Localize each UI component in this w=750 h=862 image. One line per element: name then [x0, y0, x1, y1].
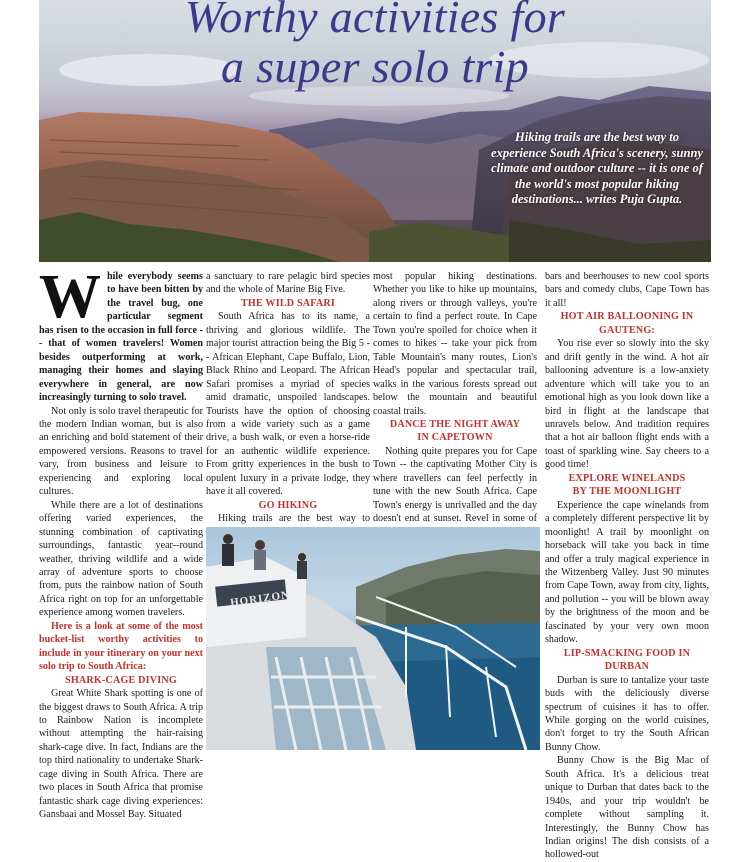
shark-cage-boat-photo [206, 527, 540, 750]
section-heading-safari: THE WILD SAFARI [240, 297, 336, 309]
heading-line: EXPLORE WINELANDS [568, 472, 686, 484]
body-paragraph: bars and beerhouses to new cool sports bars and comedy clubs, Cape Town has it all! [545, 271, 709, 309]
body-paragraph: most popular hiking destinations. Whether you like to hike up mountains, along rivers or through valleys, you're certain to find a perfect route. In Cape Town you're spoiled for choice when it comes to hikes -- take your pick from Table Mountain's many routes, Lion's Head's popular and spectacular trail, walks in the various forests spread out below the mountain and beautiful coastal trails. [373, 271, 537, 417]
heading-line: BY THE MOONLIGHT [572, 486, 682, 498]
boat-image [206, 527, 540, 750]
heading-line: DANCE THE NIGHT AWAY [389, 418, 521, 430]
body-paragraph: You rise ever so slowly into the sky and drift gently in the wind. A hot air ballooning adventure is a low-anxiety adventure which will take you to an emotional high as you look down like a bird in flight at the landscape that unravels below. And tradition requires that a hot air balloon flight ends with a toast of sparkling wine. Say cheers to a good time! [545, 338, 709, 471]
body-paragraph: Hiking trails are the best way to [218, 513, 370, 525]
article-column-1 [39, 263, 203, 821]
section-heading-hiking: GO HIKING [258, 499, 318, 511]
section-heading-dance [373, 418, 537, 445]
section-heading-winelands [545, 472, 709, 499]
body-paragraph: Not only is solo travel therapeutic for the modern Indian woman, but is also an enriching and bold statement of their empowered versions. Reasons to travel vary, from business and leisure to experiencing and exploring local cultures. [39, 405, 203, 498]
body-paragraph: Experience the cape winelands from a completely different perspective lit by moonlight! A trail by moonlight on horseback will take you back in time and offer a truly magical experience in the Witzenberg Valley. Just 90 minutes from Cape Town, away from city, lights, and pollution -- you will be blown away by the brightness of the moon and be fascinated by your very own moon shadow. [545, 499, 709, 646]
section-heading-balloon [545, 310, 709, 337]
lead-paragraph [39, 263, 203, 405]
article-column-4 [545, 270, 709, 861]
boat-sign: HORIZON [229, 588, 291, 610]
drop-cap: W [39, 263, 101, 331]
lead-text: hile everybody seems to have been bitten by the travel bug, one particular segment has risen to the occasion in full force -- that of women travelers! Women besides outperforming at work, managing their homes and slaying everywhere in general, are now increasingly turning to solo travel. [39, 271, 203, 404]
heading-line: HOT AIR BALLOONING IN [560, 311, 694, 323]
heading-line: IN CAPETOWN [417, 432, 493, 444]
section-heading-shark: SHARK-CAGE DIVING [65, 674, 177, 686]
section-heading-food: LIP-SMACKING FOOD IN DURBAN [563, 647, 691, 673]
article-title-line-2: a super solo trip [221, 41, 529, 92]
body-paragraph: Bunny Chow is the Big Mac of South Africa. It's a delicious treat unique to Durban that dates back to the 1940s, and your trip wouldn't be complete without sampling it. Interestingly, the Bunny Chow has Indian origins! The dish consists of a hollowed-out [545, 755, 709, 861]
body-paragraph: a sanctuary to rare pelagic bird species and the whole of Marine Big Five. [206, 271, 370, 296]
body-paragraph: Nothing quite prepares you for Cape Town -- the captivating Mother City is where travellers can feel perfectly in tune with the new South Africa. Cape Town's energy is unrivalled and the day doesn't end at sunset. Revel in some of [373, 445, 537, 525]
pull-quote: Hiking trails are the best way to experience South Africa's scenery, sunny climate and outdoor culture -- it is one of the world's most popular hiking destinations... writes Puja Gupta. [491, 130, 703, 207]
body-paragraph: While there are a lot of destinations offering varied experiences, the stunning combination of captivating surroundings, fantastic year--round weather, thriving wildlife and a wide array of adventure sports to choose from, puts the rainbow nation of South Africa right on top for an unforgettable experience among women travelers. [39, 499, 203, 619]
body-paragraph: South Africa has to its name, a thriving and glorious wildlife. The major tourist attraction being the Big 5 -- African Elephant, Cape Buffalo, Lion, Black Rhino and Leopard. The African Safari promises a myriad of species amid dramatic, unspoiled landscapes. Tourists have the option of choosing from a wide variety such as a game drive, a bush walk, or even a horse-ride for an authentic wildlife experience. From gritty experiences in the bush to opulent luxury in a private lodge, they have it all covered. [206, 311, 370, 498]
hero-photo [39, 0, 711, 262]
body-paragraph: Durban is sure to tantalize your taste buds with the deliciously diverse spectrum of cuisines it has to offer. While gorging on the world cuisines, don't forget to try the South African Bunny Chow. [545, 674, 709, 753]
heading-line: GAUTENG: [599, 324, 655, 336]
body-paragraph: Great White Shark spotting is one of the biggest draws to South Africa. A trip to Rainbow Nation is incomplete without attempting the hair-raising shark-cage dive. In fact, Indians are the top third nationality to undertake Shark-cage diving in South Africa. There are two places in South Africa that promise fantastic shark cage diving experiences: Gansbaai and Mossel Bay. Situated [39, 688, 203, 821]
article-title-line-1: Worthy activities for [184, 0, 566, 42]
intro-paragraph: Here is a look at some of the most bucket-list worthy activities to include in your itinerary on your next solo trip to South Africa: [39, 620, 203, 673]
